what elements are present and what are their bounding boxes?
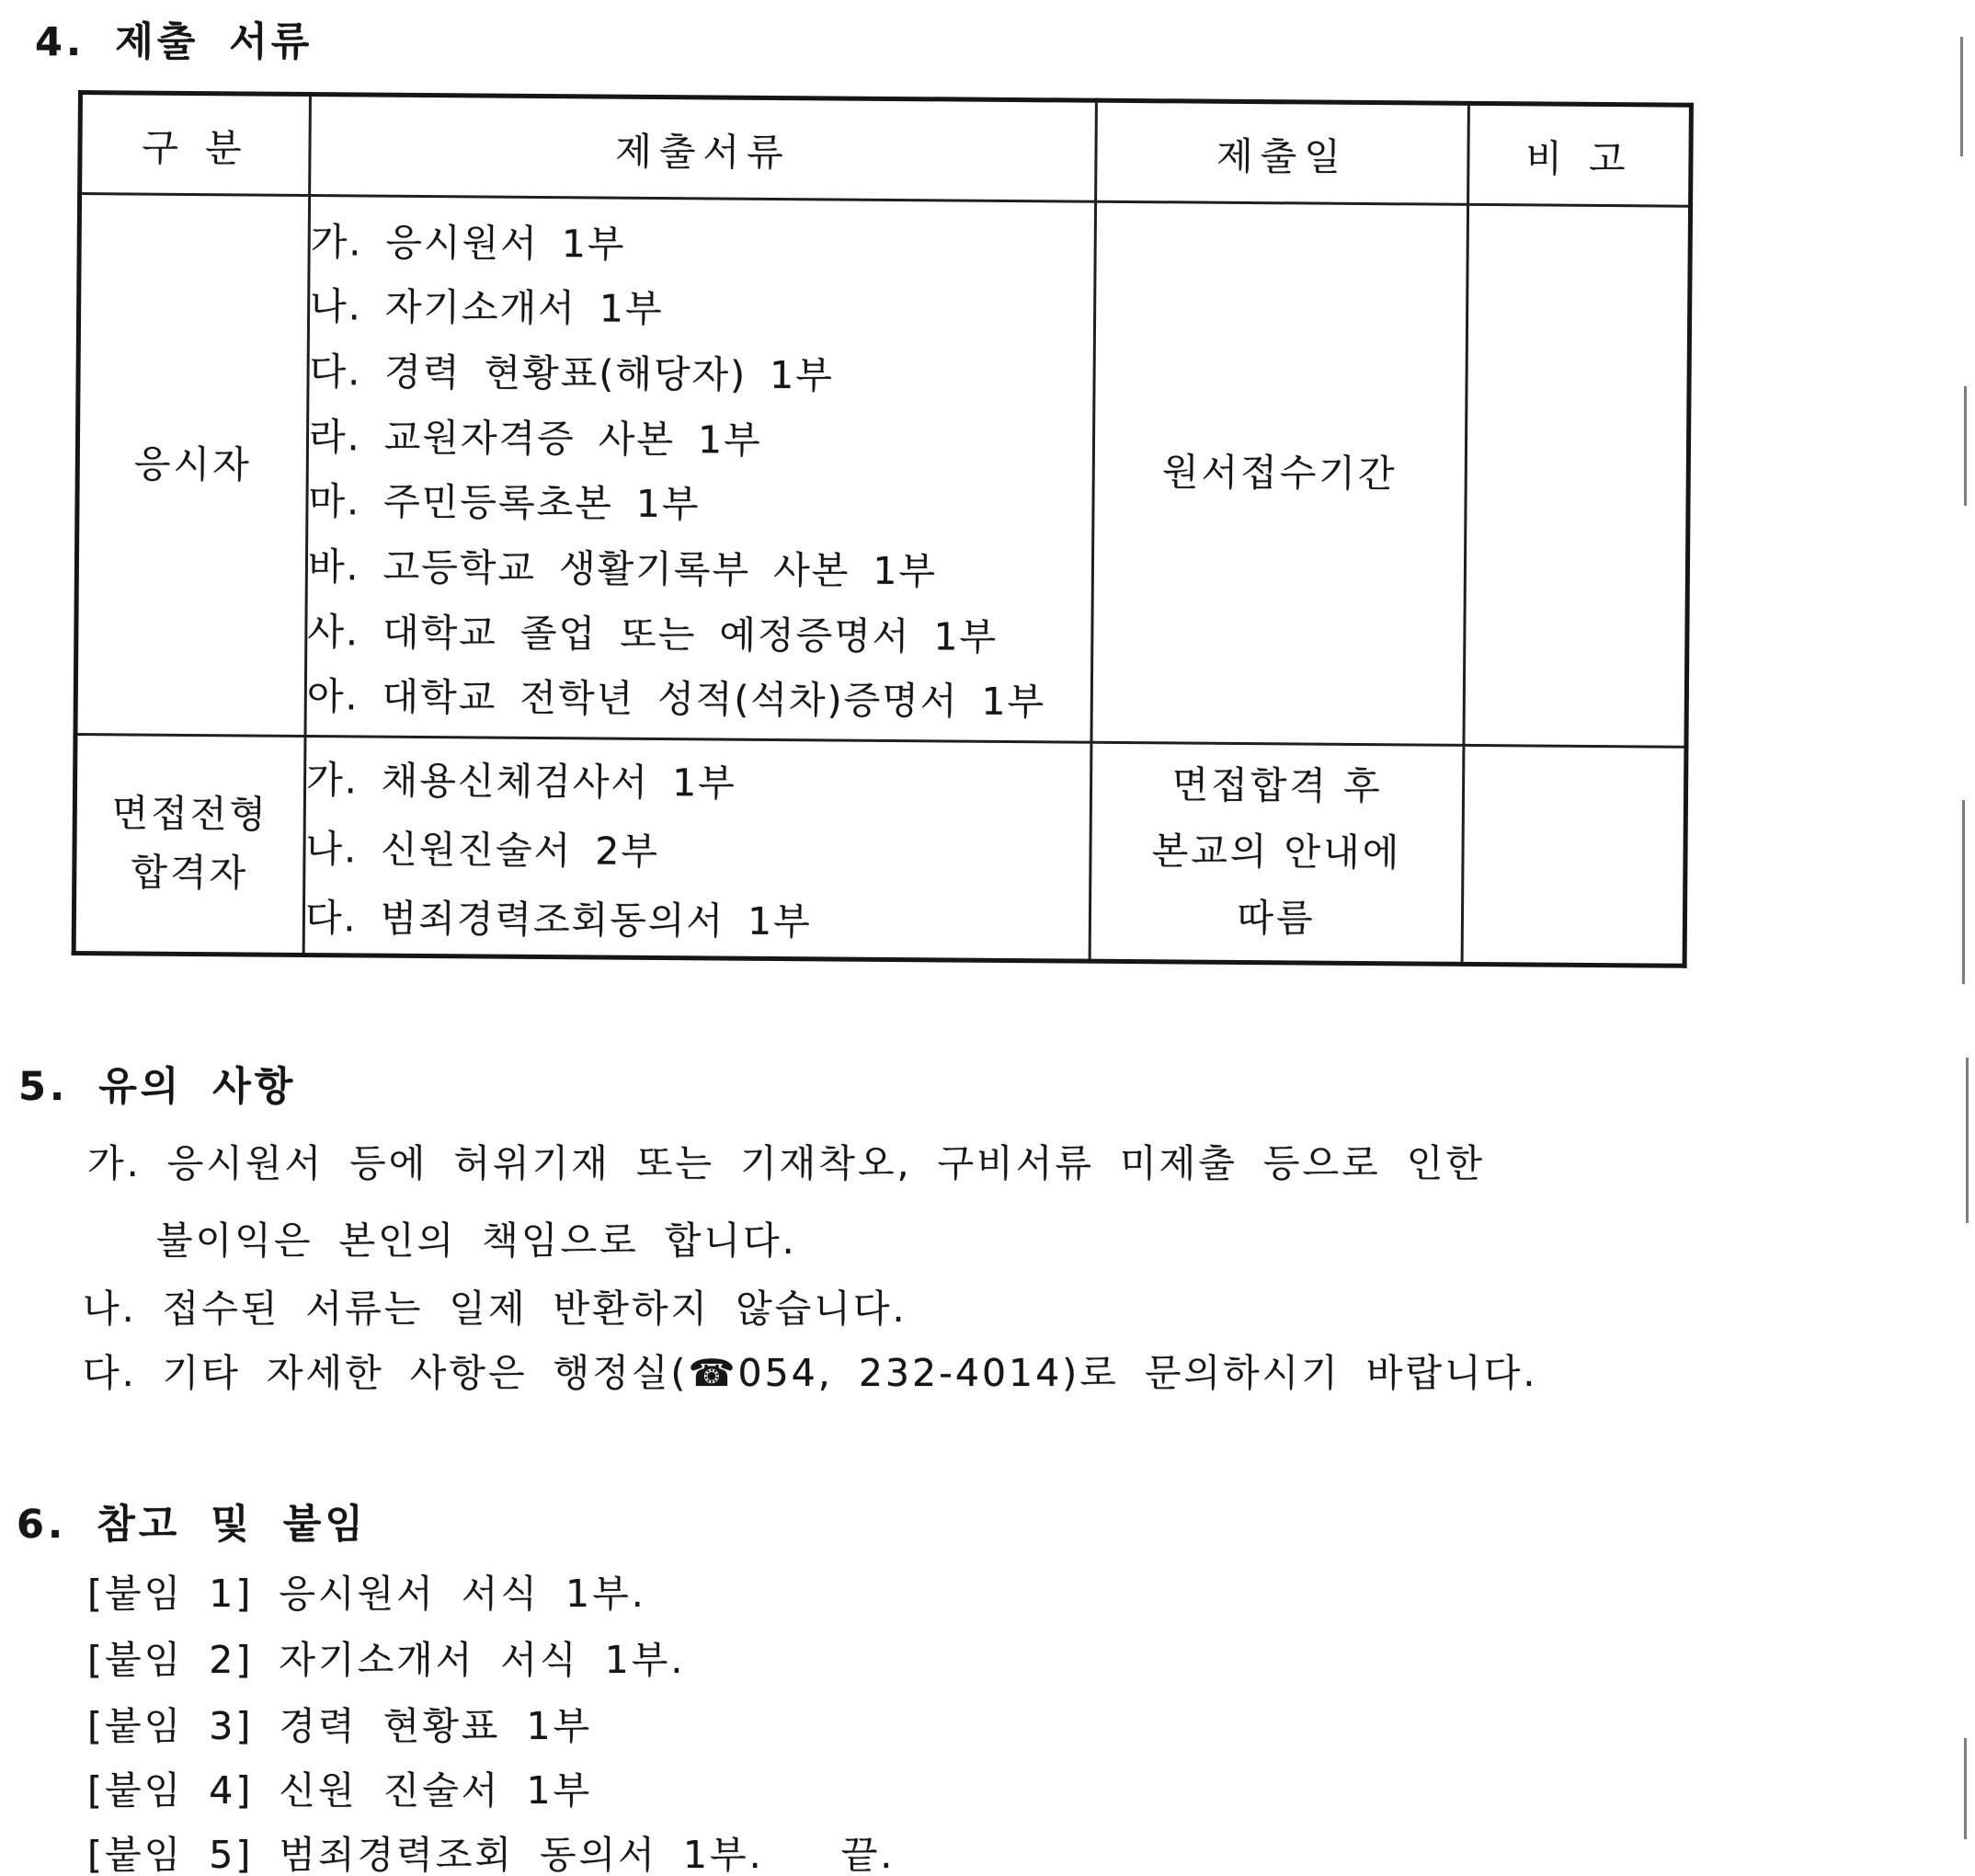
cell-date-interview-passers (1090, 742, 1464, 964)
document-item: 나. 신원진술서 2부 (305, 826, 660, 874)
scan-artifact-line (1962, 800, 1965, 984)
cell-documents-interview-passers (303, 736, 1091, 961)
document-item: 가. 채용신체검사서 1부 (305, 757, 736, 806)
category-line: 합격자 (131, 850, 249, 896)
table-row-interview-passers (74, 734, 1686, 966)
cell-category-interview-passers (74, 734, 305, 955)
document-item: 다. 경력 현황표(해당자) 1부 (309, 349, 835, 398)
document-item: 사. 대학교 졸업 또는 예정증명서 1부 (307, 609, 999, 659)
section5-heading: 5. 유의 사항 (18, 1064, 297, 1110)
document-item: 다. 범죄경력조회동의서 1부 (304, 895, 812, 944)
scan-artifact-line (1966, 1058, 1969, 1223)
table-header-row (80, 93, 1692, 207)
scan-artifact-line (1960, 37, 1963, 156)
attachment-item-2: [붙임 2] 자기소개서 서식 1부. (87, 1638, 686, 1682)
header-documents: 제출서류 (310, 94, 1097, 201)
header-note: 비 고 (1468, 103, 1692, 206)
document-item: 아. 대학교 전학년 성적(석차)증명서 1부 (306, 674, 1046, 725)
category-line: 면접전형 (111, 791, 269, 838)
notice-item-ga-line2: 불이익은 본인의 책임으로 합니다. (156, 1218, 797, 1263)
section4-heading: 4. 제출 서류 (35, 19, 314, 65)
scan-artifact-line (1964, 386, 1967, 506)
header-date: 제출일 (1096, 100, 1469, 204)
date-line: 따름 (1237, 895, 1316, 941)
header-category: 구 분 (80, 93, 311, 196)
scan-artifact-line (1964, 1738, 1967, 1839)
attachment-item-4: [붙임 4] 신원 진술서 1부 (87, 1768, 593, 1813)
cell-category-applicant: 응시자 (75, 194, 310, 737)
document-item: 라. 교원자격증 사본 1부 (308, 414, 762, 463)
attachment-item-1: [붙임 1] 응시원서 서식 1부. (87, 1572, 646, 1616)
cell-documents-applicant (305, 195, 1096, 742)
notice-item-na: 나. 접수된 서류는 일제 반환하지 않습니다. (83, 1287, 908, 1331)
document-item: 바. 고등학교 생활기록부 사본 1부 (307, 543, 938, 594)
cell-note-applicant (1464, 204, 1691, 747)
submission-documents-table (72, 90, 1689, 968)
notice-item-ga-line1: 가. 응시원서 등에 허위기재 또는 기재착오, 구비서류 미제출 등으로 인한 (87, 1141, 1485, 1185)
section6-heading: 6. 참고 및 붙임 (17, 1502, 367, 1548)
attachment-item-5: [붙임 5] 범죄경력조회 동의서 1부. 끝. (87, 1833, 896, 1876)
document-item: 마. 주민등록초본 1부 (308, 479, 701, 527)
document-item: 가. 응시원서 1부 (310, 219, 626, 267)
date-line: 본교의 안내에 (1151, 829, 1402, 875)
date-line: 면접합격 후 (1171, 762, 1383, 809)
cell-note-interview-passers (1462, 745, 1686, 966)
notice-item-da: 다. 기타 자세한 사항은 행정실(☎054, 232-4014)로 문의하시기 바랍니다. (83, 1351, 1538, 1395)
table-row-applicant (75, 194, 1691, 748)
cell-date-applicant: 원서접수기간 (1091, 201, 1468, 745)
attachment-item-3: [붙임 3] 경력 현황표 1부 (87, 1704, 593, 1748)
document-item: 나. 자기소개서 1부 (309, 284, 664, 332)
